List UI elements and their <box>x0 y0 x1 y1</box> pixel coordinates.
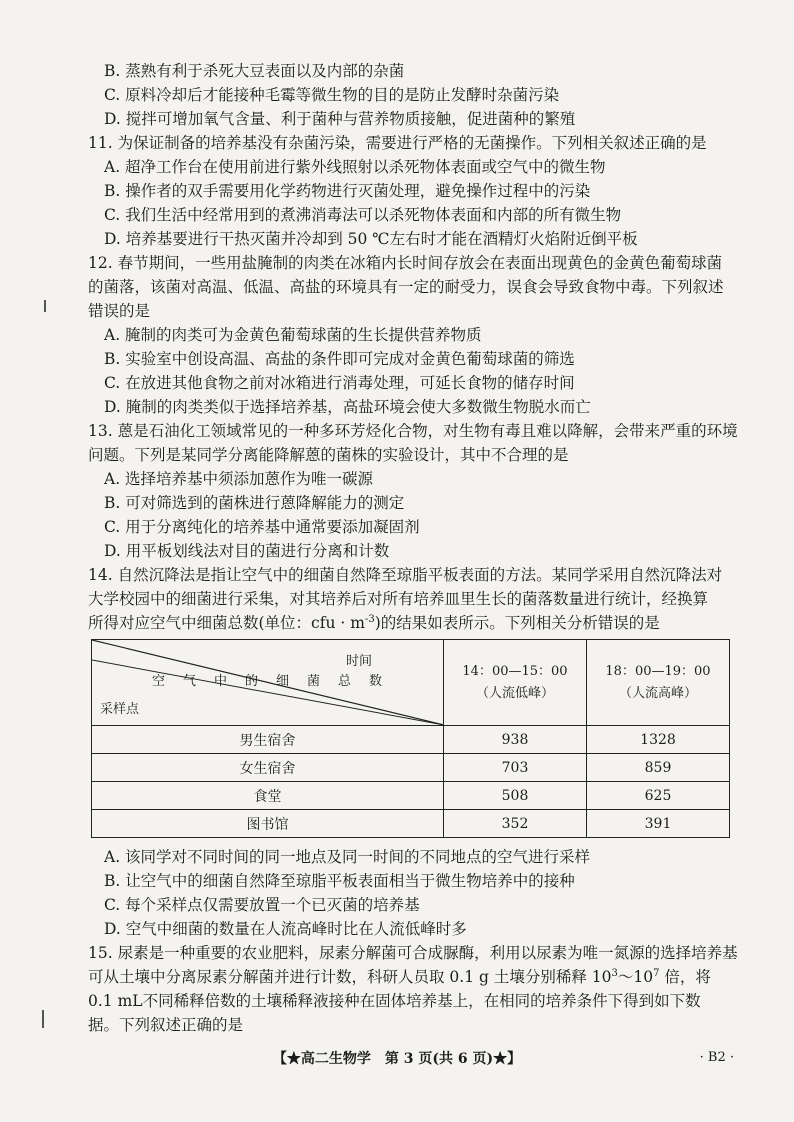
col-low-note: （人流低峰） <box>475 685 554 701</box>
q13-option-d: D. 用平板划线法对目的菌进行分离和计数 <box>104 542 390 560</box>
scan-mark <box>44 300 46 312</box>
page-footer <box>0 1048 794 1068</box>
q12-option-c: C. 在放进其他食物之前对冰箱进行消毒处理，可延长食物的储存时间 <box>104 374 575 392</box>
table-row <box>92 726 730 754</box>
high-cell: 859 <box>587 754 730 782</box>
q13-option-c: C. 用于分离纯化的培养基中通常要添加凝固剂 <box>104 518 420 536</box>
q12-option-d: D. 腌制的肉类类似于选择培养基，高盐环境会使大多数微生物脱水而亡 <box>104 398 591 416</box>
q14-option-b: B. 让空气中的细菌自然降至琼脂平板表面相当于微生物培养中的接种 <box>104 872 575 890</box>
footer-title: 【★高二生物学 第 3 页(共 6 页)★】 <box>272 1051 522 1067</box>
page-code: · B2 · <box>699 1050 734 1065</box>
q10-option-d: D. 搅拌可增加氧气含量、利于菌种与营养物质接触，促进菌种的繁殖 <box>104 110 576 128</box>
q10-option-c: C. 原料冷却后才能接种毛霉等微生物的目的是防止发酵时杂菌污染 <box>104 86 560 104</box>
col-high-note: （人流高峰） <box>618 685 697 701</box>
q12-stem-2: 的菌落，该菌对高温、低温、高盐的环境具有一定的耐受力，误食会导致食物中毒。下列叙述 <box>88 278 724 296</box>
q14-option-c: C. 每个采样点仅需要放置一个已灭菌的培养基 <box>104 896 420 914</box>
table-row <box>92 754 730 782</box>
q15-stem-4: 据。下列叙述正确的是 <box>88 1016 244 1034</box>
site-cell: 女生宿舍 <box>92 754 444 782</box>
low-cell: 352 <box>444 810 587 838</box>
q15-stem-2: 可从土壤中分离尿素分解菌并进行计数，科研人员取 0.1 g 土壤分别稀释 $10^3\sim 10^7$ 倍，将 <box>88 967 711 986</box>
header-count-label: 空气中的细菌总数 <box>152 674 401 689</box>
col-high-peak-header <box>587 640 730 726</box>
site-cell: 男生宿舍 <box>92 726 444 754</box>
site-cell: 图书馆 <box>92 810 444 838</box>
q14-option-d: D. 空气中细菌的数量在人流高峰时比在人流低峰时多 <box>104 920 467 938</box>
high-cell: 625 <box>587 782 730 810</box>
q12-option-a: A. 腌制的肉类可为金黄色葡萄球菌的生长提供营养物质 <box>104 326 482 344</box>
q15-stem-1: 15. 尿素是一种重要的农业肥料，尿素分解菌可合成脲酶，利用以尿素为唯一氮源的选择培养基 <box>88 944 738 962</box>
scan-mark <box>42 1010 44 1028</box>
q11-option-b: B. 操作者的双手需要用化学药物进行灭菌处理，避免操作过程中的污染 <box>104 182 591 200</box>
q12-stem-1: 12. 春节期间，一些用盐腌制的肉类在冰箱内长时间存放会在表面出现黄色的金黄色葡萄球菌 <box>88 254 723 272</box>
col-low-peak-header <box>444 640 587 726</box>
high-cell: 1328 <box>587 726 730 754</box>
q10-option-b: B. 蒸熟有利于杀死大豆表面以及内部的杂菌 <box>104 62 405 80</box>
col-high-time: 18：00—19：00 <box>605 663 711 679</box>
table-row <box>92 782 730 810</box>
low-cell: 938 <box>444 726 587 754</box>
q14-option-a: A. 该同学对不同时间的同一地点及同一时间的不同地点的空气进行采样 <box>104 848 591 866</box>
site-cell: 食堂 <box>92 782 444 810</box>
q12-option-b: B. 实验室中创设高温、高盐的条件即可完成对金黄色葡萄球菌的筛选 <box>104 350 575 368</box>
header-time-label: 时间 <box>346 654 373 669</box>
q14-stem-1: 14. 自然沉降法是指让空气中的细菌自然降至琼脂平板表面的方法。某同学采用自然沉降法对 <box>88 566 723 584</box>
col-low-time: 14：00—15：00 <box>462 663 568 679</box>
low-cell: 508 <box>444 782 587 810</box>
low-cell: 703 <box>444 754 587 782</box>
q13-option-b: B. 可对筛选到的菌株进行蒽降解能力的测定 <box>104 494 405 512</box>
q13-option-a: A. 选择培养基中须添加蒽作为唯一碳源 <box>104 470 374 488</box>
q11-option-a: A. 超净工作台在使用前进行紫外线照射以杀死物体表面或空气中的微生物 <box>104 158 606 176</box>
q11-stem: 11. 为保证制备的培养基没有杂菌污染，需要进行严格的无菌操作。下列相关叙述正确的是 <box>88 134 707 152</box>
bacteria-count-table <box>91 639 730 838</box>
table-diagonal-header <box>92 640 444 726</box>
q15-stem-3: 0.1 mL不同稀释倍数的土壤稀释液接种在固体培养基上，在相同的培养条件下得到如下数 <box>88 992 701 1010</box>
table-row <box>92 810 730 838</box>
q11-option-d: D. 培养基要进行干热灭菌并冷却到 50 ℃左右时才能在酒精灯火焰附近倒平板 <box>104 230 638 248</box>
header-site-label: 采样点 <box>100 702 140 717</box>
q14-stem-2: 大学校园中的细菌进行采集，对其培养后对所有培养皿里生长的菌落数量进行统计，经换算 <box>88 590 709 608</box>
q13-stem-2: 问题。下列是某同学分离能降解蒽的菌株的实验设计，其中不合理的是 <box>88 446 569 464</box>
q14-stem-3: 所得对应空气中细菌总数(单位：cfu · $m^{-3}$)的结果如表所示。下列相关分析错误的是 <box>88 613 660 632</box>
high-cell: 391 <box>587 810 730 838</box>
q13-stem-1: 13. 蒽是石油化工领域常见的一种多环芳烃化合物，对生物有毒且难以降解，会带来严重的环境 <box>88 422 738 440</box>
q12-stem-3: 错误的是 <box>88 302 151 320</box>
q11-option-c: C. 我们生活中经常用到的煮沸消毒法可以杀死物体表面和内部的所有微生物 <box>104 206 622 224</box>
